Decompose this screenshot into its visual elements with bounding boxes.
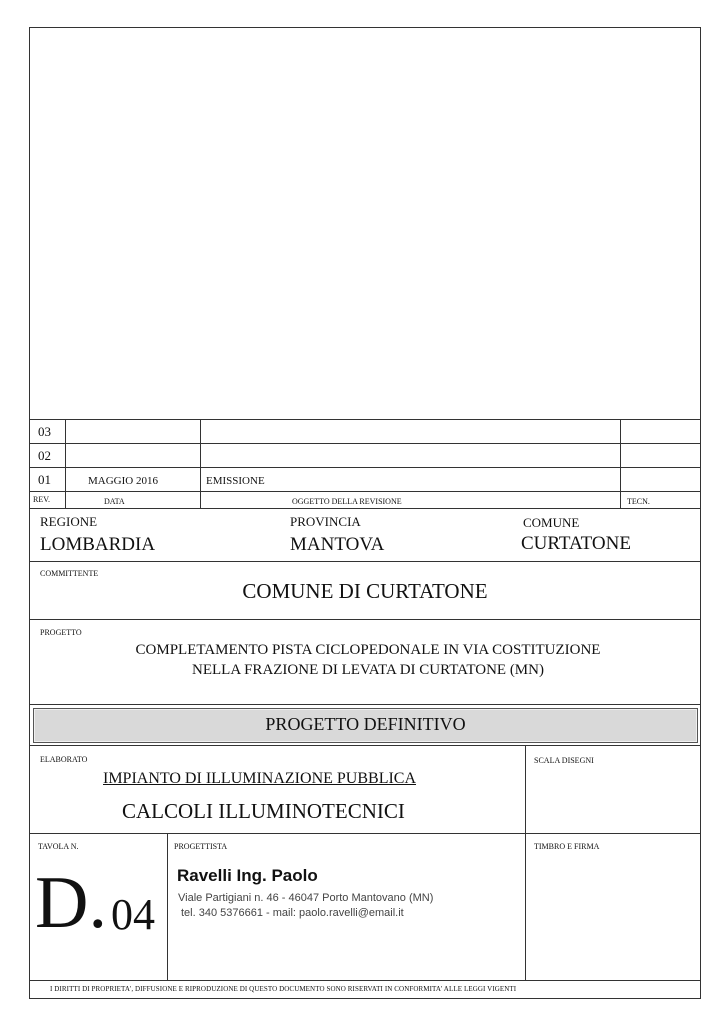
timbro-label: TIMBRO E FIRMA <box>534 842 600 851</box>
divider <box>29 619 701 620</box>
progetto-line1: COMPLETAMENTO PISTA CICLOPEDONALE IN VIA COSTITUZIONE <box>135 642 601 658</box>
tecn-header: TECN. <box>627 497 650 506</box>
tavola-label: TAVOLA N. <box>38 842 79 851</box>
committente-label: COMMITTENTE <box>40 569 99 578</box>
provincia-label: PROVINCIA <box>290 514 361 529</box>
regione-value: LOMBARDIA <box>40 534 156 555</box>
divider <box>29 508 701 509</box>
title-block-frame <box>29 27 701 999</box>
committente-value: COMUNE DI CURTATONE <box>242 579 488 603</box>
footer-rights: I DIRITTI DI PROPRIETA', DIFFUSIONE E RIPRODUZIONE DI QUESTO DOCUMENTO SONO RISERVATI IN CONFORMITA' ALLE LEGGI VIGENTI <box>50 985 517 993</box>
rev-number: 03 <box>38 424 51 439</box>
divider <box>65 419 66 508</box>
object-header: OGGETTO DELLA REVISIONE <box>292 497 402 506</box>
progettista-name: Ravelli Ing. Paolo <box>177 866 318 885</box>
divider <box>29 467 701 468</box>
elaborato-line1: IMPIANTO DI ILLUMINAZIONE PUBBLICA <box>103 770 417 787</box>
divider <box>29 491 701 492</box>
elaborato-label: ELABORATO <box>40 755 88 764</box>
regione-label: REGIONE <box>40 514 98 529</box>
progettista-address: Viale Partigiani n. 46 - 46047 Porto Mantovano (MN) <box>178 892 434 904</box>
rev-number: 01 <box>38 472 51 487</box>
divider <box>29 704 701 705</box>
divider <box>29 419 701 420</box>
rev-number: 02 <box>38 448 51 463</box>
provincia-value: MANTOVA <box>290 534 385 555</box>
date-header: DATA <box>104 497 125 506</box>
progetto-label: PROGETTO <box>40 628 82 637</box>
tavola-number: 04 <box>111 890 155 939</box>
stage-title: PROGETTO DEFINITIVO <box>265 714 466 734</box>
progettista-contact: tel. 340 5376661 - mail: paolo.ravelli@email.it <box>181 907 404 919</box>
progettista-label: PROGETTISTA <box>174 842 228 851</box>
comune-label: COMUNE <box>523 515 580 530</box>
elaborato-line2: CALCOLI ILLUMINOTECNICI <box>122 799 405 823</box>
divider <box>167 833 168 980</box>
comune-value: CURTATONE <box>521 533 631 554</box>
divider <box>29 745 701 746</box>
progetto-line2: NELLA FRAZIONE DI LEVATA DI CURTATONE (MN) <box>192 662 544 678</box>
divider <box>29 443 701 444</box>
tavola-prefix: D. <box>35 862 107 944</box>
rev-object: EMISSIONE <box>206 475 265 487</box>
divider <box>620 419 621 508</box>
divider <box>29 833 701 834</box>
rev-header: REV. <box>33 495 50 504</box>
divider <box>525 745 526 980</box>
divider <box>29 980 701 981</box>
scala-label: SCALA DISEGNI <box>534 756 594 765</box>
rev-date: MAGGIO 2016 <box>88 475 158 487</box>
divider <box>200 419 201 508</box>
divider <box>29 561 701 562</box>
